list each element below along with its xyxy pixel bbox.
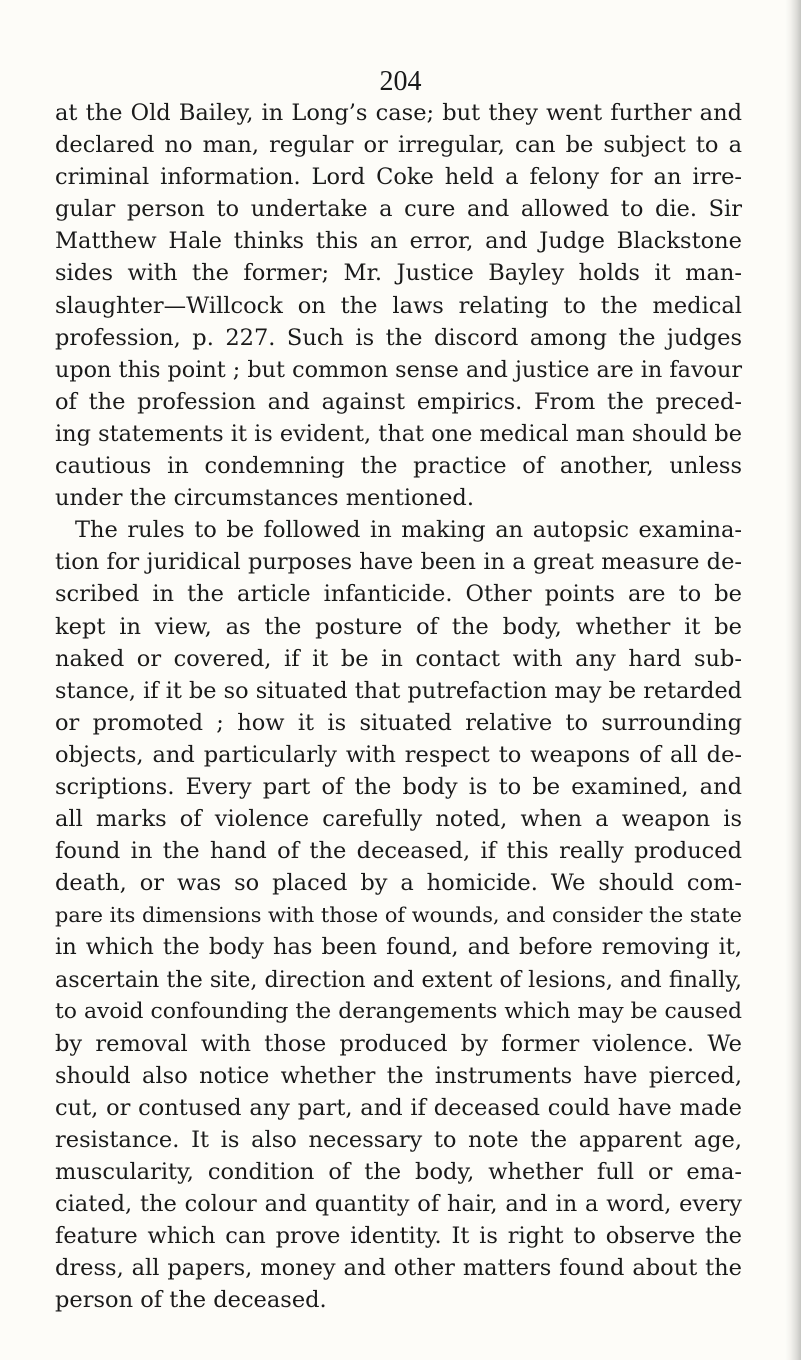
text-line-15: tion for juridical purposes have been in a great measure de-: [55, 549, 742, 576]
text-line-11: ing statements it is evident, that one medical man should be: [55, 420, 742, 447]
text-line-8: profession, p. 227. Such is the discord among the judges: [55, 324, 742, 351]
page-edge-shadow: [785, 0, 801, 1360]
text-line-16: scribed in the article infanticide. Other points are to be: [55, 581, 742, 608]
text-line-3: criminal information. Lord Coke held a felony for an irre-: [55, 164, 742, 191]
text-line-24: found in the hand of the deceased, if this really produced: [55, 838, 742, 865]
text-line-9: upon this point ; but common sense and justice are in favour: [55, 356, 742, 383]
text-line-30: by removal with those produced by former violence. We: [55, 1030, 742, 1057]
text-line-18: naked or covered, if it be in contact with any hard sub-: [55, 645, 742, 672]
text-line-20: or promoted ; how it is situated relative to surrounding: [55, 709, 742, 736]
text-line-37: dress, all papers, money and other matters found about the: [55, 1255, 742, 1282]
text-line-22: scriptions. Every part of the body is to be examined, and: [55, 773, 742, 800]
text-line-26: pare its dimensions with those of wounds, and consider the state: [55, 903, 742, 928]
text-line-5: Matthew Hale thinks this an error, and Judge Blackstone: [55, 228, 742, 255]
text-line-4: gular person to undertake a cure and allowed to die. Sir: [55, 196, 742, 223]
text-line-17: kept in view, as the posture of the body, whether it be: [55, 613, 742, 640]
text-line-27: in which the body has been found, and before removing it,: [55, 934, 742, 961]
text-line-23: all marks of violence carefully noted, when a weapon is: [55, 806, 742, 833]
text-line-6: sides with the former; Mr. Justice Bayley holds it man-: [55, 260, 742, 287]
text-line-33: resistance. It is also necessary to note the apparent age,: [55, 1127, 742, 1153]
text-line-12: cautious in condemning the practice of another, unless: [55, 453, 742, 480]
text-line-25: death, or was so placed by a homicide. We should com-: [55, 870, 742, 897]
text-line-36: feature which can prove identity. It is right to observe the: [55, 1223, 742, 1250]
body-text: [55, 97, 742, 1317]
text-line-7: slaughter—Willcock on the laws relating to the medical: [55, 292, 742, 319]
text-line-35: ciated, the colour and quantity of hair, and in a word, every: [55, 1191, 742, 1218]
text-line-19: stance, if it be so situated that putrefaction may be retarded: [55, 677, 742, 704]
page-number: 204: [379, 66, 422, 97]
text-line-14: The rules to be followed in making an autopsic examina-: [75, 517, 742, 544]
text-line-21: objects, and particularly with respect to weapons of all de-: [55, 741, 742, 768]
text-line-1: at the Old Bailey, in Long’s case; but they went further and: [55, 100, 742, 126]
text-line-34: muscularity, condition of the body, whether full or ema-: [55, 1159, 742, 1186]
text-line-32: cut, or contused any part, and if deceased could have made: [55, 1094, 742, 1121]
text-line-28: ascertain the site, direction and extent of lesions, and finally,: [55, 966, 742, 993]
text-line-38: person of the deceased.: [55, 1287, 327, 1314]
text-line-10: of the profession and against empirics. From the preced-: [55, 388, 742, 415]
text-line-2: declared no man, regular or irregular, can be subject to a: [55, 132, 742, 159]
text-line-29: to avoid confounding the derangements which may be caused: [55, 998, 742, 1024]
text-line-13: under the circumstances mentioned.: [55, 485, 474, 512]
text-line-31: should also notice whether the instruments have pierced,: [55, 1062, 742, 1089]
